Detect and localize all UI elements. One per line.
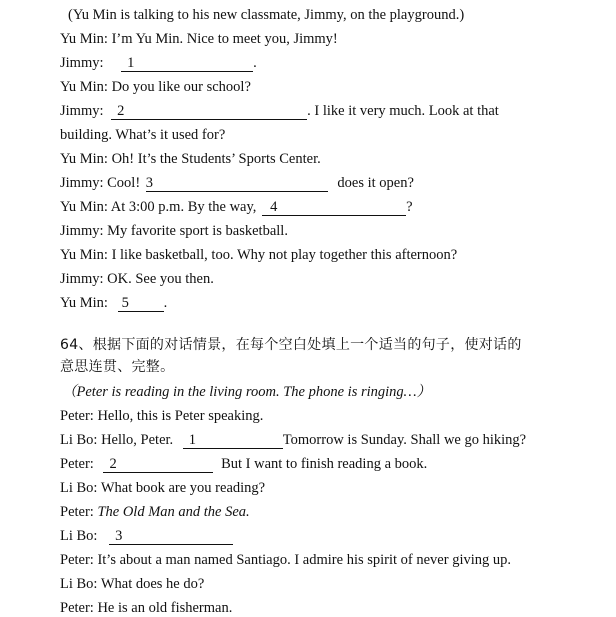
answer-blank-5[interactable] (118, 296, 164, 312)
speaker-text: Jimmy: (60, 103, 104, 119)
line-text: Tomorrow is Sunday. Shall we go hiking? (282, 432, 527, 448)
answer-blank-1[interactable] (121, 56, 253, 72)
speaker-text: Peter: (60, 456, 94, 472)
line-text: . (253, 55, 257, 71)
answer-blank-4[interactable] (262, 200, 406, 216)
speaker-text: Yu Min: At 3:00 p.m. By the way, (60, 199, 257, 215)
scene-description: (Yu Min is talking to his new classmate, Jimmy, on the playground.) (68, 7, 465, 23)
blank-number: 5 (121, 295, 129, 311)
answer-blank-2[interactable] (111, 104, 307, 120)
dialog-line (60, 102, 608, 120)
speaker-text: Peter: (60, 504, 94, 520)
speaker-text: Yu Min: (60, 295, 108, 311)
scene-description: （Peter is reading in the living room. The phone is ringing…） (62, 384, 432, 400)
blank-number: 2 (109, 456, 117, 472)
speaker-text: Li Bo: (60, 528, 98, 544)
answer-blank-1[interactable] (183, 433, 283, 449)
dialog-line: Peter: It’s about a man named Santiago. I admire his spirit of never giving up. (60, 552, 512, 568)
dialog-line (60, 503, 608, 521)
blank-number: 3 (145, 175, 154, 191)
blank-number: 2 (117, 103, 125, 119)
line-text: . I like it very much. Look at that (307, 103, 499, 119)
line-text: But I want to finish reading a book. (221, 456, 428, 472)
dialog-line (60, 54, 608, 72)
dialog-line: Jimmy: My favorite sport is basketball. (60, 223, 288, 239)
book-title: The Old Man and the Sea. (97, 504, 250, 520)
dialog-line: Peter: Hello, this is Peter speaking. (60, 408, 264, 424)
dialog-line: building. What’s it used for? (60, 127, 226, 143)
dialog-line: Yu Min: I like basketball, too. Why not play together this afternoon? (60, 247, 458, 263)
speaker-text: Li Bo: Hello, Peter. (60, 432, 174, 448)
dialog-line: Yu Min: Do you like our school? (60, 79, 251, 95)
dialog-line: Li Bo: What does he do? (60, 576, 205, 592)
question-instruction: 64、根据下面的对话情景，在每个空白处填上一个适当的句子，使对话的 (60, 337, 522, 353)
dialog-line: Yu Min: Oh! It’s the Students’ Sports Center. (60, 151, 321, 167)
dialog-line (60, 294, 608, 312)
blank-number: 4 (270, 199, 278, 215)
answer-blank-2[interactable] (103, 457, 213, 473)
speaker-text: Jimmy: Cool! (60, 175, 141, 191)
line-text: does it open? (337, 175, 414, 191)
dialog-line: Li Bo: What book are you reading? (60, 480, 266, 496)
answer-blank-3[interactable] (146, 176, 328, 192)
line-text: ? (406, 199, 413, 215)
line-text: . (163, 295, 168, 311)
dialog-line (60, 174, 608, 192)
blank-number: 1 (127, 55, 135, 71)
blank-number: 3 (115, 528, 123, 544)
dialog-line (60, 431, 608, 449)
speaker-text: Jimmy: (60, 55, 104, 71)
question-instruction: 意思连贯、完整。 (60, 359, 175, 375)
dialog-line: Peter: He is an old fisherman. (60, 600, 233, 616)
dialog-line (60, 527, 608, 545)
dialog-line: Jimmy: OK. See you then. (60, 271, 214, 287)
answer-blank-3[interactable] (109, 529, 233, 545)
dialog-line: Yu Min: I’m Yu Min. Nice to meet you, Jimmy! (60, 31, 338, 47)
blank-number: 1 (188, 432, 197, 448)
dialog-line (60, 455, 608, 473)
dialog-line (60, 198, 608, 216)
